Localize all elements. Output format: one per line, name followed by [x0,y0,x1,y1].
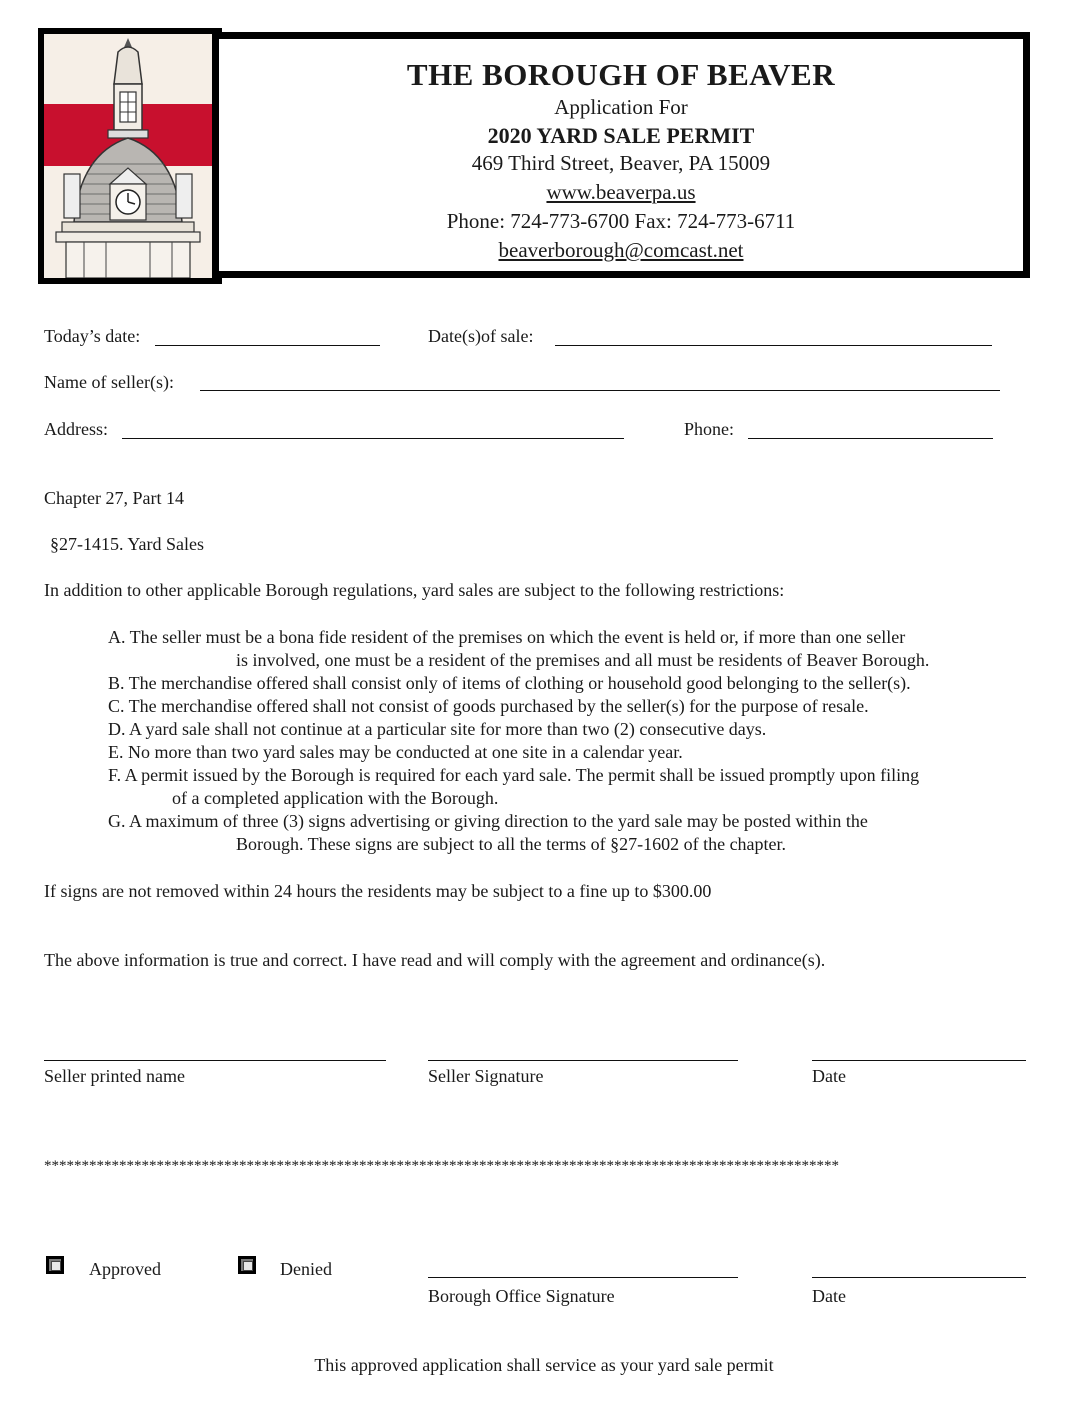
seller-printed-name-field[interactable] [44,1060,386,1061]
restriction-c: C. The merchandise offered shall not consist of goods purchased by the seller(s) for the purpose of resale. [108,696,869,716]
chapter-heading: Chapter 27, Part 14 [44,488,184,508]
restriction-a: A. The seller must be a bona fide resident of the premises on which the event is held or, if more than one seller [108,627,906,647]
seller-name-label: Name of seller(s): [44,372,174,392]
certification-statement: The above information is true and correct. I have read and will comply with the agreement and ordinance(s). [44,950,826,970]
header-box [212,32,1030,278]
office-date-field[interactable] [812,1277,1026,1278]
phone-fax: Phone: 724-773-6700 Fax: 724-773-6711 [446,209,796,233]
website-link[interactable]: www.beaverpa.us [546,180,696,204]
todays-date-field[interactable] [155,345,380,346]
restriction-g: G. A maximum of three (3) signs advertising or giving direction to the yard sale may be posted within the [108,811,868,831]
address-field[interactable] [122,438,624,439]
denied-checkbox[interactable] [238,1256,256,1274]
seller-name-field[interactable] [200,390,1000,391]
borough-address: 469 Third Street, Beaver, PA 15009 [471,151,771,175]
seller-signature-field[interactable] [428,1060,738,1061]
asterisk-separator: ********************************************************************************************************** [44,1158,839,1174]
ordinance-intro: In addition to other applicable Borough regulations, yard sales are subject to the following restrictions: [44,580,785,600]
todays-date-label: Today’s date: [44,326,141,346]
phone-label: Phone: [684,419,735,439]
office-date-label: Date [812,1286,846,1306]
permit-title: 2020 YARD SALE PERMIT [487,123,755,148]
restriction-d: D. A yard sale shall not continue at a particular site for more than two (2) consecutive days. [108,719,767,739]
denied-label: Denied [280,1259,332,1279]
borough-signature-field[interactable] [428,1277,738,1278]
approved-label: Approved [89,1259,161,1279]
footer-note: This approved application shall service as your yard sale permit [314,1355,774,1375]
restriction-f: F. A permit issued by the Borough is required for each yard sale. The permit shall be issued promptly upon filing [108,765,920,785]
seller-date-field[interactable] [812,1060,1026,1061]
address-label: Address: [44,419,108,439]
borough-logo [38,28,222,284]
phone-field[interactable] [748,438,993,439]
email-link[interactable]: beaverborough@comcast.net [498,238,744,262]
seller-signature-label: Seller Signature [428,1066,544,1086]
restriction-b: B. The merchandise offered shall consist only of items of clothing or household good belonging to the seller(s). [108,673,911,693]
restriction-f-cont: of a completed application with the Borough. [172,788,499,808]
seller-printed-name-label: Seller printed name [44,1066,185,1086]
clock-tower-icon [44,34,216,278]
borough-title: THE BOROUGH OF BEAVER [406,57,836,92]
seller-date-label: Date [812,1066,846,1086]
dates-of-sale-field[interactable] [555,345,992,346]
fine-notice: If signs are not removed within 24 hours the residents may be subject to a fine up to $300.00 [44,881,712,901]
dates-of-sale-label: Date(s)of sale: [428,326,534,346]
restriction-g-cont: Borough. These signs are subject to all the terms of §27-1602 of the chapter. [236,834,787,854]
section-heading: §27-1415. Yard Sales [50,534,205,554]
approved-checkbox[interactable] [46,1256,64,1274]
borough-signature-label: Borough Office Signature [428,1286,615,1306]
application-for-label: Application For [554,95,688,119]
restriction-e: E. No more than two yard sales may be conducted at one site in a calendar year. [108,742,683,762]
restriction-a-cont: is involved, one must be a resident of the premises and all must be residents of Beaver Borough. [236,650,930,670]
